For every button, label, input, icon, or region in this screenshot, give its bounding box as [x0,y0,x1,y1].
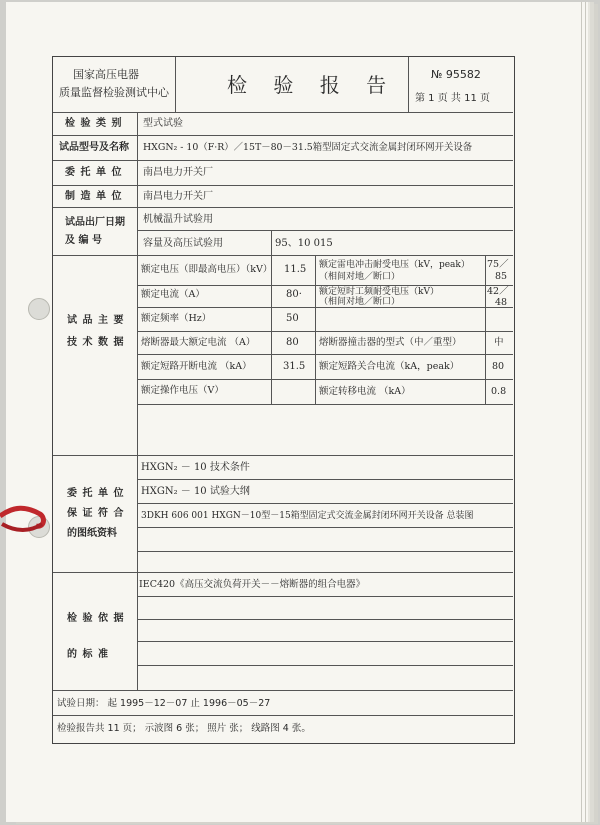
test-date: 试验日期： 起 1995－12－07 止 1996－05－27 [57,698,271,709]
serial-label-line1: 试品出厂日期 [65,217,125,228]
tech-left-value: 11.5 [284,264,307,275]
tech-right-value: 75／ [487,259,509,270]
basis-label-line2: 的 标 准 [67,649,109,660]
manufacturer-label: 制 造 单 位 [65,191,123,202]
tech-left-value: 80· [286,289,302,300]
serial-label-line2: 及 编 号 [65,235,102,246]
binding-string [0,502,56,538]
tech-data-label-line2: 技 术 数 据 [67,337,125,348]
drawings-label-line2: 保 证 符 合 [67,508,125,519]
tech-right-sub: （相间对地／断口） [319,297,401,307]
tech-left-name: 熔断器最大额定电流 （A） [141,337,256,348]
page-edge [581,2,582,822]
tech-left-name: 额定操作电压（V） [141,385,224,396]
test-category-value: 型式试验 [143,118,183,129]
client-value: 南昌电力开关厂 [143,167,213,178]
tech-right-name: 额定雷电冲击耐受电压（kV，peak） [319,260,470,270]
drawing-item: HXGN₂ － 10 试验大纲 [141,486,250,497]
serial-row2-value: 95、10 015 [275,238,333,249]
page-info: 第 1 页 共 11 页 [415,93,490,104]
tech-right-value: 80 [492,361,505,372]
tech-right-value: 85 [495,271,508,282]
serial-row2-label: 容量及高压试验用 [143,238,223,249]
tech-right-name: 熔断器撞击器的型式（中／重型） [319,337,462,348]
drawings-label-line1: 委 托 单 位 [67,488,125,499]
manufacturer-value: 南昌电力开关厂 [143,191,213,202]
report-summary: 检验报告共 11 页； 示波图 6 张； 照片 张； 线路图 4 张。 [57,723,311,734]
tech-left-name: 额定频率（Hz） [141,313,212,324]
tech-right-name: 额定短时工频耐受电压（kV） [319,287,439,297]
tech-left-name: 额定短路开断电流 （kA） [141,361,252,372]
tech-left-value: 31.5 [283,361,306,372]
report-number: № 95582 [431,68,481,81]
tech-left-value: 80 [286,337,299,348]
drawing-item: HXGN₂ － 10 技术条件 [141,462,250,473]
tech-right-value: 中 [494,337,504,348]
serial-row1: 机械温升试验用 [143,214,213,225]
tech-right-value: 42／ [487,286,509,297]
drawings-label-line3: 的图纸资料 [67,528,117,539]
org-name-line2: 质量监督检验测试中心 [59,86,169,99]
report-form [52,56,515,744]
tech-right-name: 额定短路关合电流（kA，peak） [319,361,460,372]
tech-left-name: 额定电压（即最高电压）（kV） [141,264,273,275]
model-name-value: HXGN₂ - 10（F·R）／15T－80－31.5箱型固定式交流金属封闭环网开关设备 [143,142,473,153]
page-title: 检 验 报 告 [227,73,397,97]
model-name-label: 试品型号及名称 [59,142,129,153]
page-edge [585,2,586,822]
tech-right-sub: （相间对地／断口） [319,272,401,282]
tech-left-value: 50 [286,313,299,324]
tech-data-label-line1: 试 品 主 要 [67,315,125,326]
client-label: 委 托 单 位 [65,167,123,178]
basis-item: IEC420《高压交流负荷开关－－熔断器的组合电器》 [139,579,366,590]
tech-right-value: 48 [495,297,508,308]
test-category-label: 检 验 类 别 [65,118,123,129]
tech-right-value: 0.8 [491,386,507,397]
drawing-item: 3DKH 606 001 HXGN－10型－15箱型固定式交流金属封闭环网开关设备 总装图 [141,511,474,521]
org-name-line1: 国家高压电器 [73,68,139,81]
tech-left-name: 额定电流（A） [141,289,205,300]
tech-right-name: 额定转移电流 （kA） [319,386,411,397]
binding-hole [28,298,50,320]
basis-label-line1: 检 验 依 据 [67,613,125,624]
